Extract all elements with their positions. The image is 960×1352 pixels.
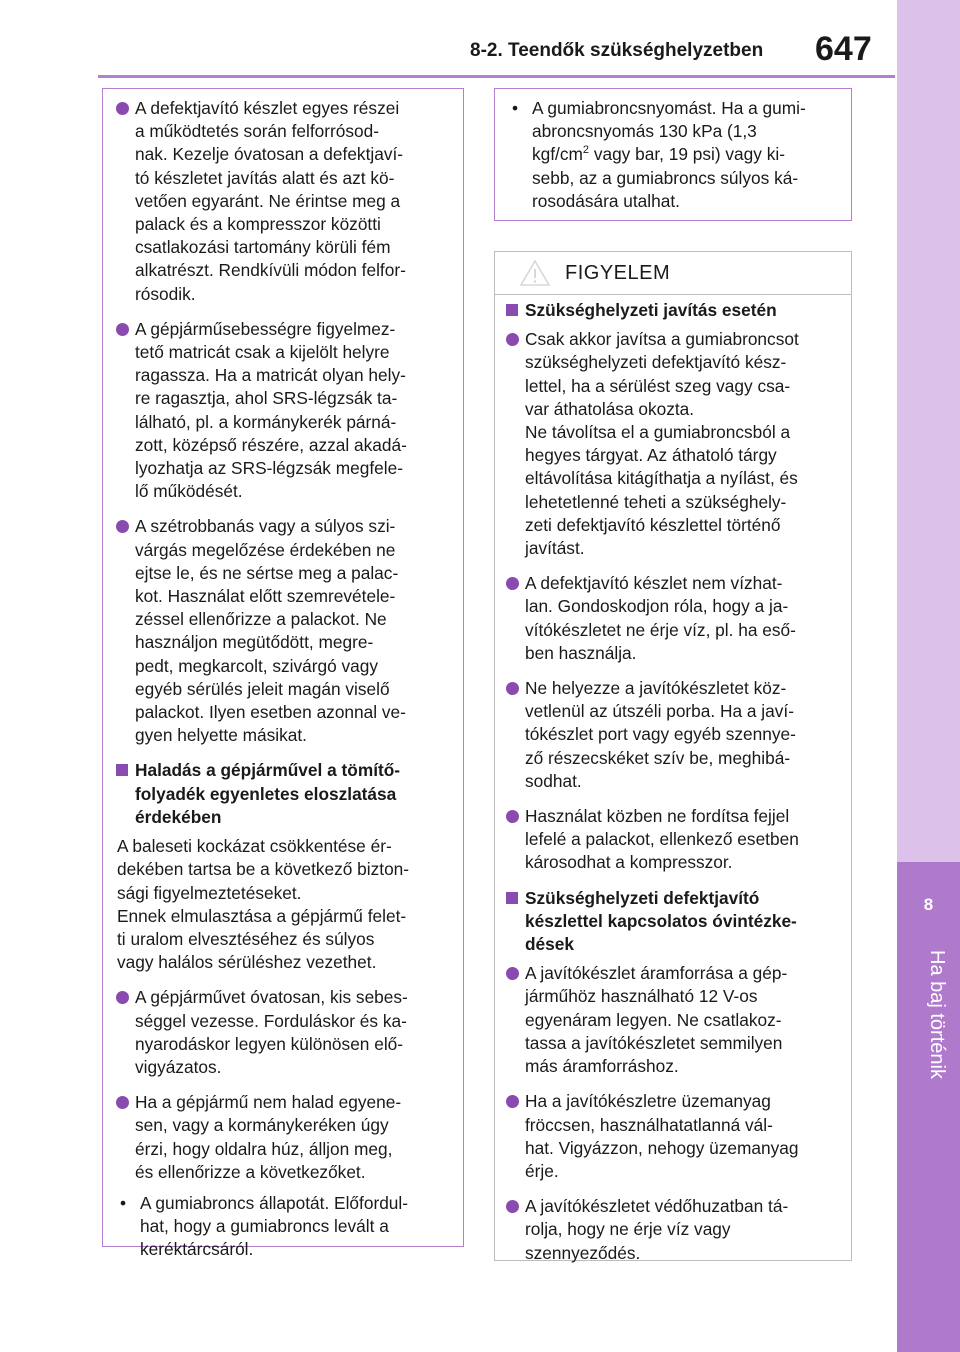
text-line: vigyázatos. [135, 1056, 222, 1077]
text-line: Használat közben ne fordítsa fejjel [525, 806, 790, 827]
text-line: séggel vezesse. Forduláskor és ka- [135, 1010, 407, 1031]
bullet-dot-icon [506, 967, 519, 980]
text-line: érdekében [135, 806, 222, 827]
text-line: javítást. [525, 538, 585, 559]
text-line: és ellenőrizze a következőket. [135, 1161, 366, 1182]
text-line: használjon megütődött, megre- [135, 632, 374, 653]
dash-item [507, 97, 841, 213]
text-line: folyadék egyenletes eloszlatása [135, 783, 397, 804]
bullet-item [505, 962, 841, 1078]
text-line: szükséghelyzeti defektjavító kész- [525, 352, 787, 373]
text-line: Ne helyezze a javítókészletet köz- [525, 678, 787, 699]
warning-title: FIGYELEM [565, 262, 671, 284]
text-line: re ragasztja, ahol SRS-légzsák ta- [135, 388, 398, 409]
bullet-dot-icon [116, 1096, 129, 1109]
text-line: var áthatolása okozta. [525, 398, 695, 419]
text-line: Ennek elmulasztása a gépjármű felet- [117, 905, 407, 926]
warning-triangle-icon [519, 259, 551, 287]
text-line: tető matricát csak a kijelölt helyre [135, 342, 390, 363]
bullet-dot-icon [116, 102, 129, 115]
warning-header [495, 252, 851, 295]
text-line: palackot. Ilyen esetben azonnal ve- [135, 702, 406, 723]
header-rule [98, 75, 895, 78]
text-line: tassa a javítókészletet semmilyen [525, 1032, 783, 1053]
bullet-dot-icon [116, 323, 129, 336]
text-line: dekében tartsa be a következő bizton- [117, 859, 410, 880]
text-line: ben használja. [525, 642, 637, 663]
text-line: nak. Kezelje óvatosan a defektjaví- [135, 144, 404, 165]
text-line: lálható, pl. a kormánykerék párná- [135, 411, 397, 432]
text-line: szennyeződés. [525, 1242, 641, 1263]
bullet-item [115, 97, 453, 306]
dash-item [115, 1192, 453, 1262]
text-line: Szükséghelyzeti javítás esetén [525, 300, 777, 320]
text-line: A javítókészlet áramforrása a gép- [525, 963, 788, 984]
bullet-point-icon: • [512, 98, 519, 118]
warning-body [495, 295, 851, 1265]
text-line: A gumiabroncsnyomást. Ha a gumi- [532, 98, 806, 118]
text-line: zeti defektjavító készlettel történő [525, 514, 781, 535]
side-tab-background [897, 0, 960, 862]
bullet-item [115, 318, 453, 504]
text-line: gyen helyette másikat. [135, 725, 307, 746]
bullet-dot-icon [506, 577, 519, 590]
page-number: 647 [815, 30, 872, 68]
text-line: más áramforráshoz. [525, 1056, 679, 1077]
text-line: Csak akkor javítsa a gumiabroncsot [525, 329, 799, 350]
left-caution-box [102, 88, 464, 1260]
square-bullet-icon [506, 892, 518, 904]
text-line: lettel, ha a sérülést szeg vagy csa- [525, 375, 791, 396]
warning-box [494, 251, 852, 1261]
text-line: lyozhatja az SRS-légzsák megfele- [135, 458, 403, 479]
text-line: Ha a gépjármű nem halad egyene- [135, 1092, 402, 1113]
text-line: sebb, az a gumiabroncs súlyos ká- [532, 167, 799, 188]
text-line: ejtse le, és ne sértse meg a palac- [135, 562, 399, 583]
bullet-item [505, 677, 841, 793]
text-line: kot. Használat előtt szemrevétele- [135, 586, 396, 607]
text-line: érzi, hogy oldalra húz, álljon meg, [135, 1138, 393, 1159]
text-line: vetően egyaránt. Ne érintse meg a [135, 190, 401, 211]
square-bullet-icon [116, 764, 128, 776]
text-line: nyarodáskor legyen különösen elő- [135, 1033, 404, 1054]
text-fragment: vagy bar, 19 psi) vagy ki- [589, 144, 785, 165]
text-line: készlettel kapcsolatos óvintézke- [525, 910, 797, 931]
text-line: lő működését. [135, 481, 243, 502]
text-line: zott, középső részére, azzal akadá- [135, 434, 407, 455]
text-line: palack és a kompresszor közötti [135, 214, 381, 235]
paragraph [115, 835, 453, 974]
text-line: A defektjavító készlet nem vízhat- [525, 573, 783, 594]
text-line: rolja, hogy ne érje víz vagy [525, 1219, 731, 1240]
text-line: Ha a javítókészletre üzemanyag [525, 1091, 771, 1112]
bullet-item [115, 515, 453, 747]
text-line: a működtetés során felforrósod- [135, 121, 379, 142]
text-line: tókészlet port vagy egyéb szennye- [525, 724, 796, 745]
text-line: A gépjárművet óvatosan, kis sebes- [135, 987, 408, 1008]
bullet-dot-icon [116, 520, 129, 533]
subheading [505, 887, 841, 957]
text-line: vetlenül az útszéli porba. Ha a javí- [525, 701, 794, 722]
text-line: hat. Vigyázzon, nehogy üzemanyag [525, 1137, 799, 1158]
text-line: várgás megelőzése érdekében ne [135, 539, 396, 560]
superscript: 2 [582, 144, 590, 157]
section-title: 8-2. Teendők szükséghelyzetben [470, 40, 764, 61]
bullet-dot-icon [506, 682, 519, 695]
chapter-number: 8 [923, 895, 934, 914]
text-line: érje. [525, 1160, 559, 1181]
square-bullet-icon [506, 304, 518, 316]
bullet-dot-icon [116, 991, 129, 1004]
bullet-item [505, 328, 841, 560]
text-line: sen, vagy a kormánykeréken úgy [135, 1115, 389, 1136]
bullet-item [505, 572, 841, 665]
text-line [532, 143, 841, 166]
text-line: tó készletet javítás alatt és azt kö- [135, 167, 395, 188]
text-line: A gumiabroncs állapotát. Előfordul- [140, 1192, 409, 1213]
subheading [115, 759, 453, 829]
text-line: járműhöz használható 12 V-os [525, 986, 758, 1007]
text-fragment: kgf/cm [532, 144, 583, 165]
text-line: Ne távolítsa el a gumiabroncsból a [525, 422, 791, 443]
text-line: lan. Gondoskodjon róla, hogy a ja- [525, 596, 789, 617]
bullet-item [505, 805, 841, 875]
text-line: A defektjavító készlet egyes részei [135, 98, 400, 118]
text-line: lefelé a palackot, ellenkező esetben [525, 829, 799, 850]
text-line: lehetetlenné teheti a szükséghely- [525, 491, 787, 512]
text-line: vítókészletet ne érje víz, pl. ha eső- [525, 619, 796, 640]
text-line: pedt, megkarcolt, szivárgó vagy [135, 655, 379, 676]
text-line: hat, hogy a gumiabroncs levált a [140, 1216, 389, 1237]
text-line: rósodik. [135, 283, 196, 304]
text-line: ti uralom elvesztéséhez és súlyos [117, 928, 375, 949]
text-line: egyenáram legyen. Ne csatlakoz- [525, 1009, 782, 1030]
text-line: ző részecskéket szív be, meghibá- [525, 747, 791, 768]
bullet-item [115, 1091, 453, 1184]
text-line: abroncsnyomás 130 kPa (1,3 [532, 121, 757, 142]
text-line: egyéb sérülés jeleit magán viselő [135, 678, 390, 699]
text-line: rosodására utalhat. [532, 190, 680, 211]
text-line: csatlakozási tartomány körüli fém [135, 237, 391, 258]
bullet-point-icon: • [120, 1192, 127, 1213]
right-continuation-box [494, 88, 852, 221]
bullet-dot-icon [506, 810, 519, 823]
text-line: A szétrobbanás vagy a súlyos szi- [135, 516, 396, 537]
bullet-dot-icon [506, 333, 519, 346]
bullet-item [505, 1090, 841, 1183]
text-line: vagy halálos sérüléshez vezethet. [117, 952, 377, 973]
text-line: A javítókészletet védőhuzatban tá- [525, 1196, 789, 1217]
text-line: dések [525, 934, 575, 955]
bullet-dot-icon [506, 1095, 519, 1108]
text-line: keréktárcsáról. [140, 1239, 254, 1260]
text-line: alkatrészt. Rendkívüli módon felfor- [135, 260, 406, 281]
bullet-item [505, 1195, 841, 1265]
text-line: A gépjárműsebességre figyelmez- [135, 318, 396, 339]
text-line: sodhat. [525, 770, 582, 791]
chapter-title: Ha baj történik [926, 950, 948, 1079]
subheading [505, 299, 841, 322]
text-line: Szükséghelyzeti defektjavító [525, 887, 760, 908]
text-line: A baleseti kockázat csökkentése ér- [117, 836, 392, 857]
text-line: károsodhat a kompresszor. [525, 852, 733, 873]
text-line: hegyes tárgyat. Az áthatoló tárgy [525, 445, 777, 466]
bullet-item [115, 986, 453, 1079]
text-line: ragassza. Ha a matricát olyan hely- [135, 365, 406, 386]
bullet-dot-icon [506, 1200, 519, 1213]
text-line: sági figyelmeztetéseket. [117, 882, 302, 903]
text-line: eltávolítása kitágíthatja a nyílást, és [525, 468, 798, 489]
text-line: zéssel ellenőrizze a palackot. Ne [135, 609, 387, 630]
text-line: Haladás a gépjárművel a tömítő- [135, 760, 401, 781]
text-line: fröccsen, használhatatlanná vál- [525, 1114, 773, 1135]
